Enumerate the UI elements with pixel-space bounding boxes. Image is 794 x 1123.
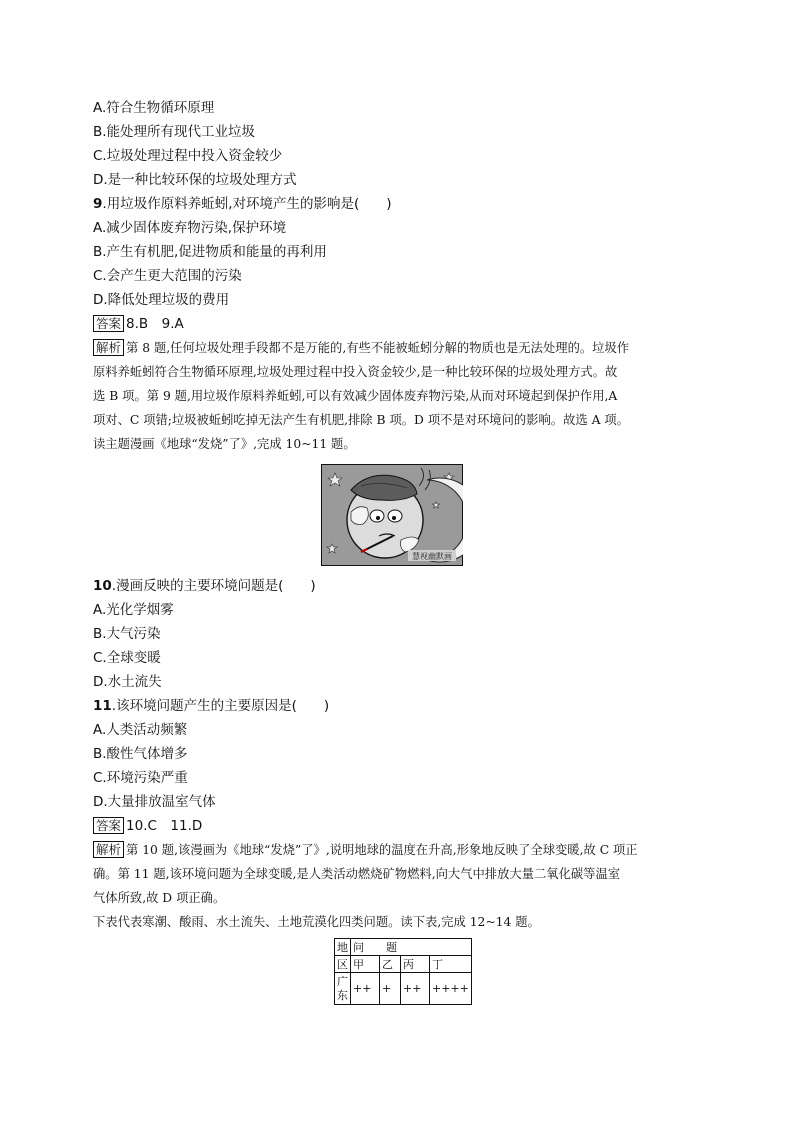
q9-number: 9	[93, 196, 103, 212]
answer-8-9	[93, 312, 705, 336]
explain-8-9-line-4: 项对、C 项错;垃圾被蚯蚓吃掉无法产生有机肥,排除 B 项。D 项不是对环境问的影响。故选 A 项。	[93, 413, 629, 427]
table-col-2: 乙	[380, 956, 401, 973]
explain-8-9	[93, 336, 705, 360]
table-intro: 下表代表寒潮、酸雨、水土流失、土地荒漠化四类问题。读下表,完成 12~14 题。	[93, 915, 540, 929]
table-cell-1: ++	[351, 973, 380, 1005]
answer-10-11-text: 10.C 11.D	[126, 818, 203, 834]
fever-earth-cartoon	[321, 464, 463, 566]
answer-tag-2: 答案	[93, 817, 124, 834]
q8-option-c[interactable]: C.垃圾处理过程中投入资金较少	[93, 148, 283, 164]
q8-option-a[interactable]: A.符合生物循环原理	[93, 100, 215, 116]
q11-number: 11	[93, 698, 112, 714]
explain-8-9-line-3: 选 B 项。第 9 题,用垃圾作原料养蚯蚓,可以有效减少固体废弃物污染,从而对环境起到保护作用,A	[93, 389, 618, 403]
explain-8-9-line-1: 第 8 题,任何垃圾处理手段都不是万能的,有些不能被蚯蚓分解的物质也是无法处理的。垃圾作	[126, 341, 630, 355]
cartoon-intro: 读主题漫画《地球“发烧”了》,完成 10~11 题。	[93, 437, 356, 451]
q11-stem-text: .该环境问题产生的主要原因是( )	[111, 698, 330, 714]
q10-option-d[interactable]: D.水土流失	[93, 674, 162, 690]
q9-option-c[interactable]: C.会产生更大范围的污染	[93, 268, 242, 284]
region-problem-table	[334, 938, 472, 1005]
q10-option-c[interactable]: C.全球变暖	[93, 650, 161, 666]
cartoon-figure	[93, 456, 705, 574]
table-row-label-1: 广	[337, 974, 348, 988]
q9-option-a[interactable]: A.减少固体废弃物污染,保护环境	[93, 220, 287, 236]
q9-option-d[interactable]: D.降低处理垃圾的费用	[93, 292, 230, 308]
q9-option-b[interactable]: B.产生有机肥,促进物质和能量的再利用	[93, 244, 327, 260]
q10-option-b[interactable]: B.大气污染	[93, 626, 161, 642]
q11-stem	[93, 694, 705, 718]
explain-10-11	[93, 838, 705, 862]
table-cell-4: ++++	[430, 973, 472, 1005]
table-col-4: 丁	[430, 956, 472, 973]
explain-10-11-line-3: 气体所致,故 D 项正确。	[93, 891, 226, 905]
table-figure	[93, 934, 705, 1014]
q8-option-d[interactable]: D.是一种比较环保的垃圾处理方式	[93, 172, 297, 188]
table-corner-bottom: 区	[335, 956, 351, 973]
cartoon-watermark: 慧视幽默画	[412, 552, 452, 561]
q11-option-a[interactable]: A.人类活动频繁	[93, 722, 188, 738]
answer-tag: 答案	[93, 315, 124, 332]
table-col-1: 甲	[351, 956, 380, 973]
explain-tag-2: 解析	[93, 841, 124, 858]
table-cell-2: +	[380, 973, 401, 1005]
answer-10-11	[93, 814, 705, 838]
explain-tag: 解析	[93, 339, 124, 356]
document-page	[93, 96, 705, 1014]
q10-option-a[interactable]: A.光化学烟雾	[93, 602, 174, 618]
q10-stem	[93, 574, 705, 598]
q9-stem	[93, 192, 705, 216]
table-corner-top: 地	[335, 939, 351, 956]
table-cell-3: ++	[401, 973, 430, 1005]
table-col-3: 丙	[401, 956, 430, 973]
q9-stem-text: .用垃圾作原料养蚯蚓,对环境产生的影响是( )	[102, 196, 392, 212]
table-row-label-2: 东	[337, 988, 348, 1002]
answer-8-9-text: 8.B 9.A	[126, 316, 184, 332]
q11-option-d[interactable]: D.大量排放温室气体	[93, 794, 216, 810]
q10-number: 10	[93, 578, 112, 594]
q11-option-b[interactable]: B.酸性气体增多	[93, 746, 188, 762]
table-header: 问 题	[351, 939, 472, 956]
explain-10-11-line-2: 确。第 11 题,该环境问题为全球变暖,是人类活动燃烧矿物燃料,向大气中排放大量二氧化碳等温室	[93, 867, 621, 881]
explain-8-9-line-2: 原料养蚯蚓符合生物循环原理,垃圾处理过程中投入资金较少,是一种比较环保的垃圾处理方式。故	[93, 365, 618, 379]
q10-stem-text: .漫画反映的主要环境问题是( )	[111, 578, 316, 594]
q8-option-b[interactable]: B.能处理所有现代工业垃圾	[93, 124, 256, 140]
q11-option-c[interactable]: C.环境污染严重	[93, 770, 188, 786]
table-row-label	[335, 973, 351, 1005]
explain-10-11-line-1: 第 10 题,该漫画为《地球“发烧”了》,说明地球的温度在升高,形象地反映了全球变暖,故 C 项正	[126, 843, 638, 857]
